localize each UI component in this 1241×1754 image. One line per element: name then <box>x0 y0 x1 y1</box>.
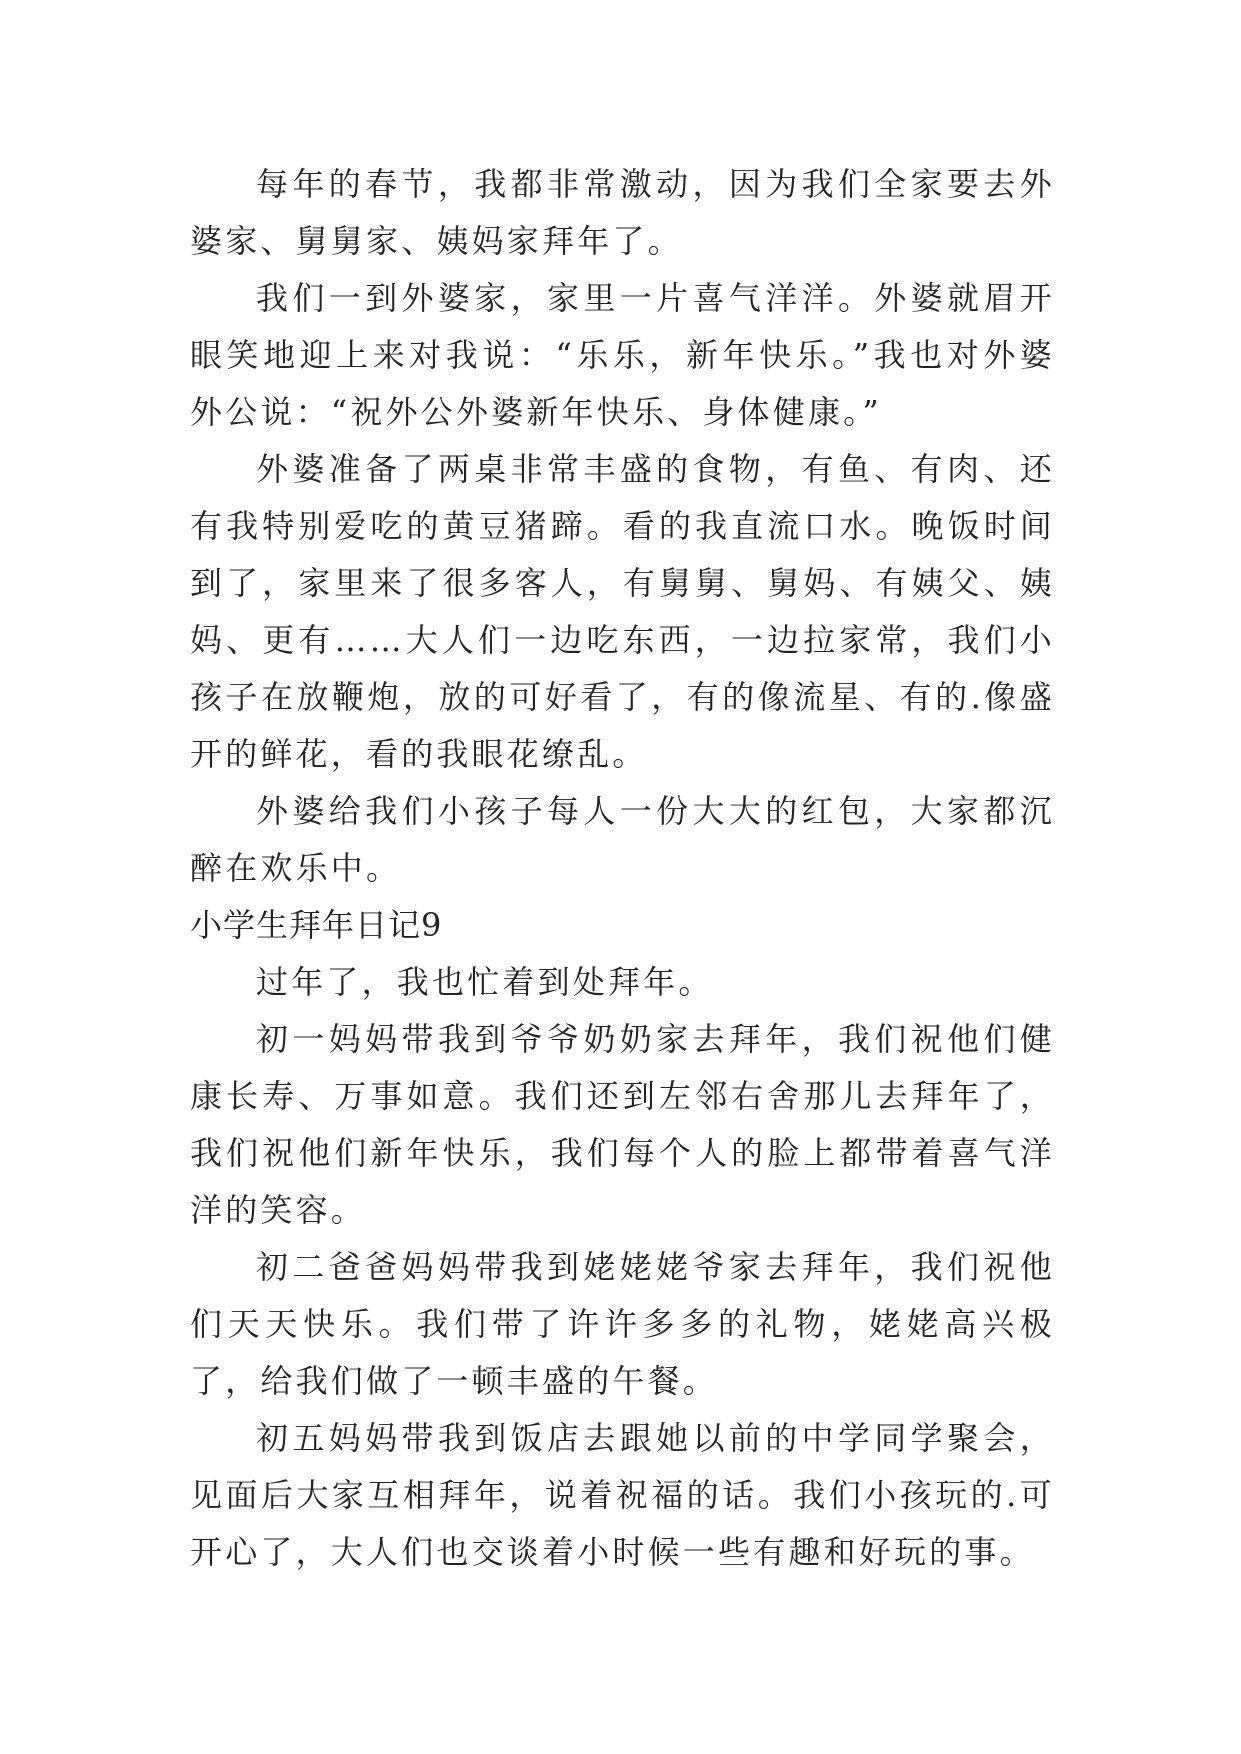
paragraph-8: 初五妈妈带我到饭店去跟她以前的中学同学聚会，见面后大家互相拜年，说着祝福的话。我们小孩玩的.可开心了，大人们也交谈着小时候一些有趣和好玩的事。 <box>190 1419 1055 1571</box>
document-body <box>190 156 1055 1581</box>
paragraph-3: 外婆准备了两桌非常丰盛的食物，有鱼、有肉、还有我特别爱吃的黄豆猪蹄。看的我直流口水。晚饭时间到了，家里来了很多客人，有舅舅、舅妈、有姨父、姨妈、更有……大人们一边吃东西，一边拉家常，我们小孩子在放鞭炮，放的可好看了，有的像流星、有的.像盛开的鲜花，看的我眼花缭乱。 <box>190 450 1055 773</box>
paragraph-1: 每年的春节，我都非常激动，因为我们全家要去外婆家、舅舅家、姨妈家拜年了。 <box>190 165 1055 260</box>
paragraph-7: 初二爸爸妈妈带我到姥姥姥爷家去拜年，我们祝他们天天快乐。我们带了许许多多的礼物，姥姥高兴极了，给我们做了一顿丰盛的午餐。 <box>190 1248 1055 1400</box>
paragraph-2: 我们一到外婆家，家里一片喜气洋洋。外婆就眉开眼笑地迎上来对我说：“乐乐，新年快乐。”我也对外婆外公说：“祝外公外婆新年快乐、身体健康。” <box>190 279 1055 431</box>
section-title: 小学生拜年日记9 <box>190 906 443 944</box>
paragraph-5: 过年了，我也忙着到处拜年。 <box>256 963 714 1001</box>
paragraph-4: 外婆给我们小孩子每人一份大大的红包，大家都沉醉在欢乐中。 <box>190 792 1055 887</box>
paragraph-6: 初一妈妈带我到爷爷奶奶家去拜年，我们祝他们健康长寿、万事如意。我们还到左邻右舍那儿去拜年了，我们祝他们新年快乐，我们每个人的脸上都带着喜气洋洋的笑容。 <box>190 1020 1055 1229</box>
